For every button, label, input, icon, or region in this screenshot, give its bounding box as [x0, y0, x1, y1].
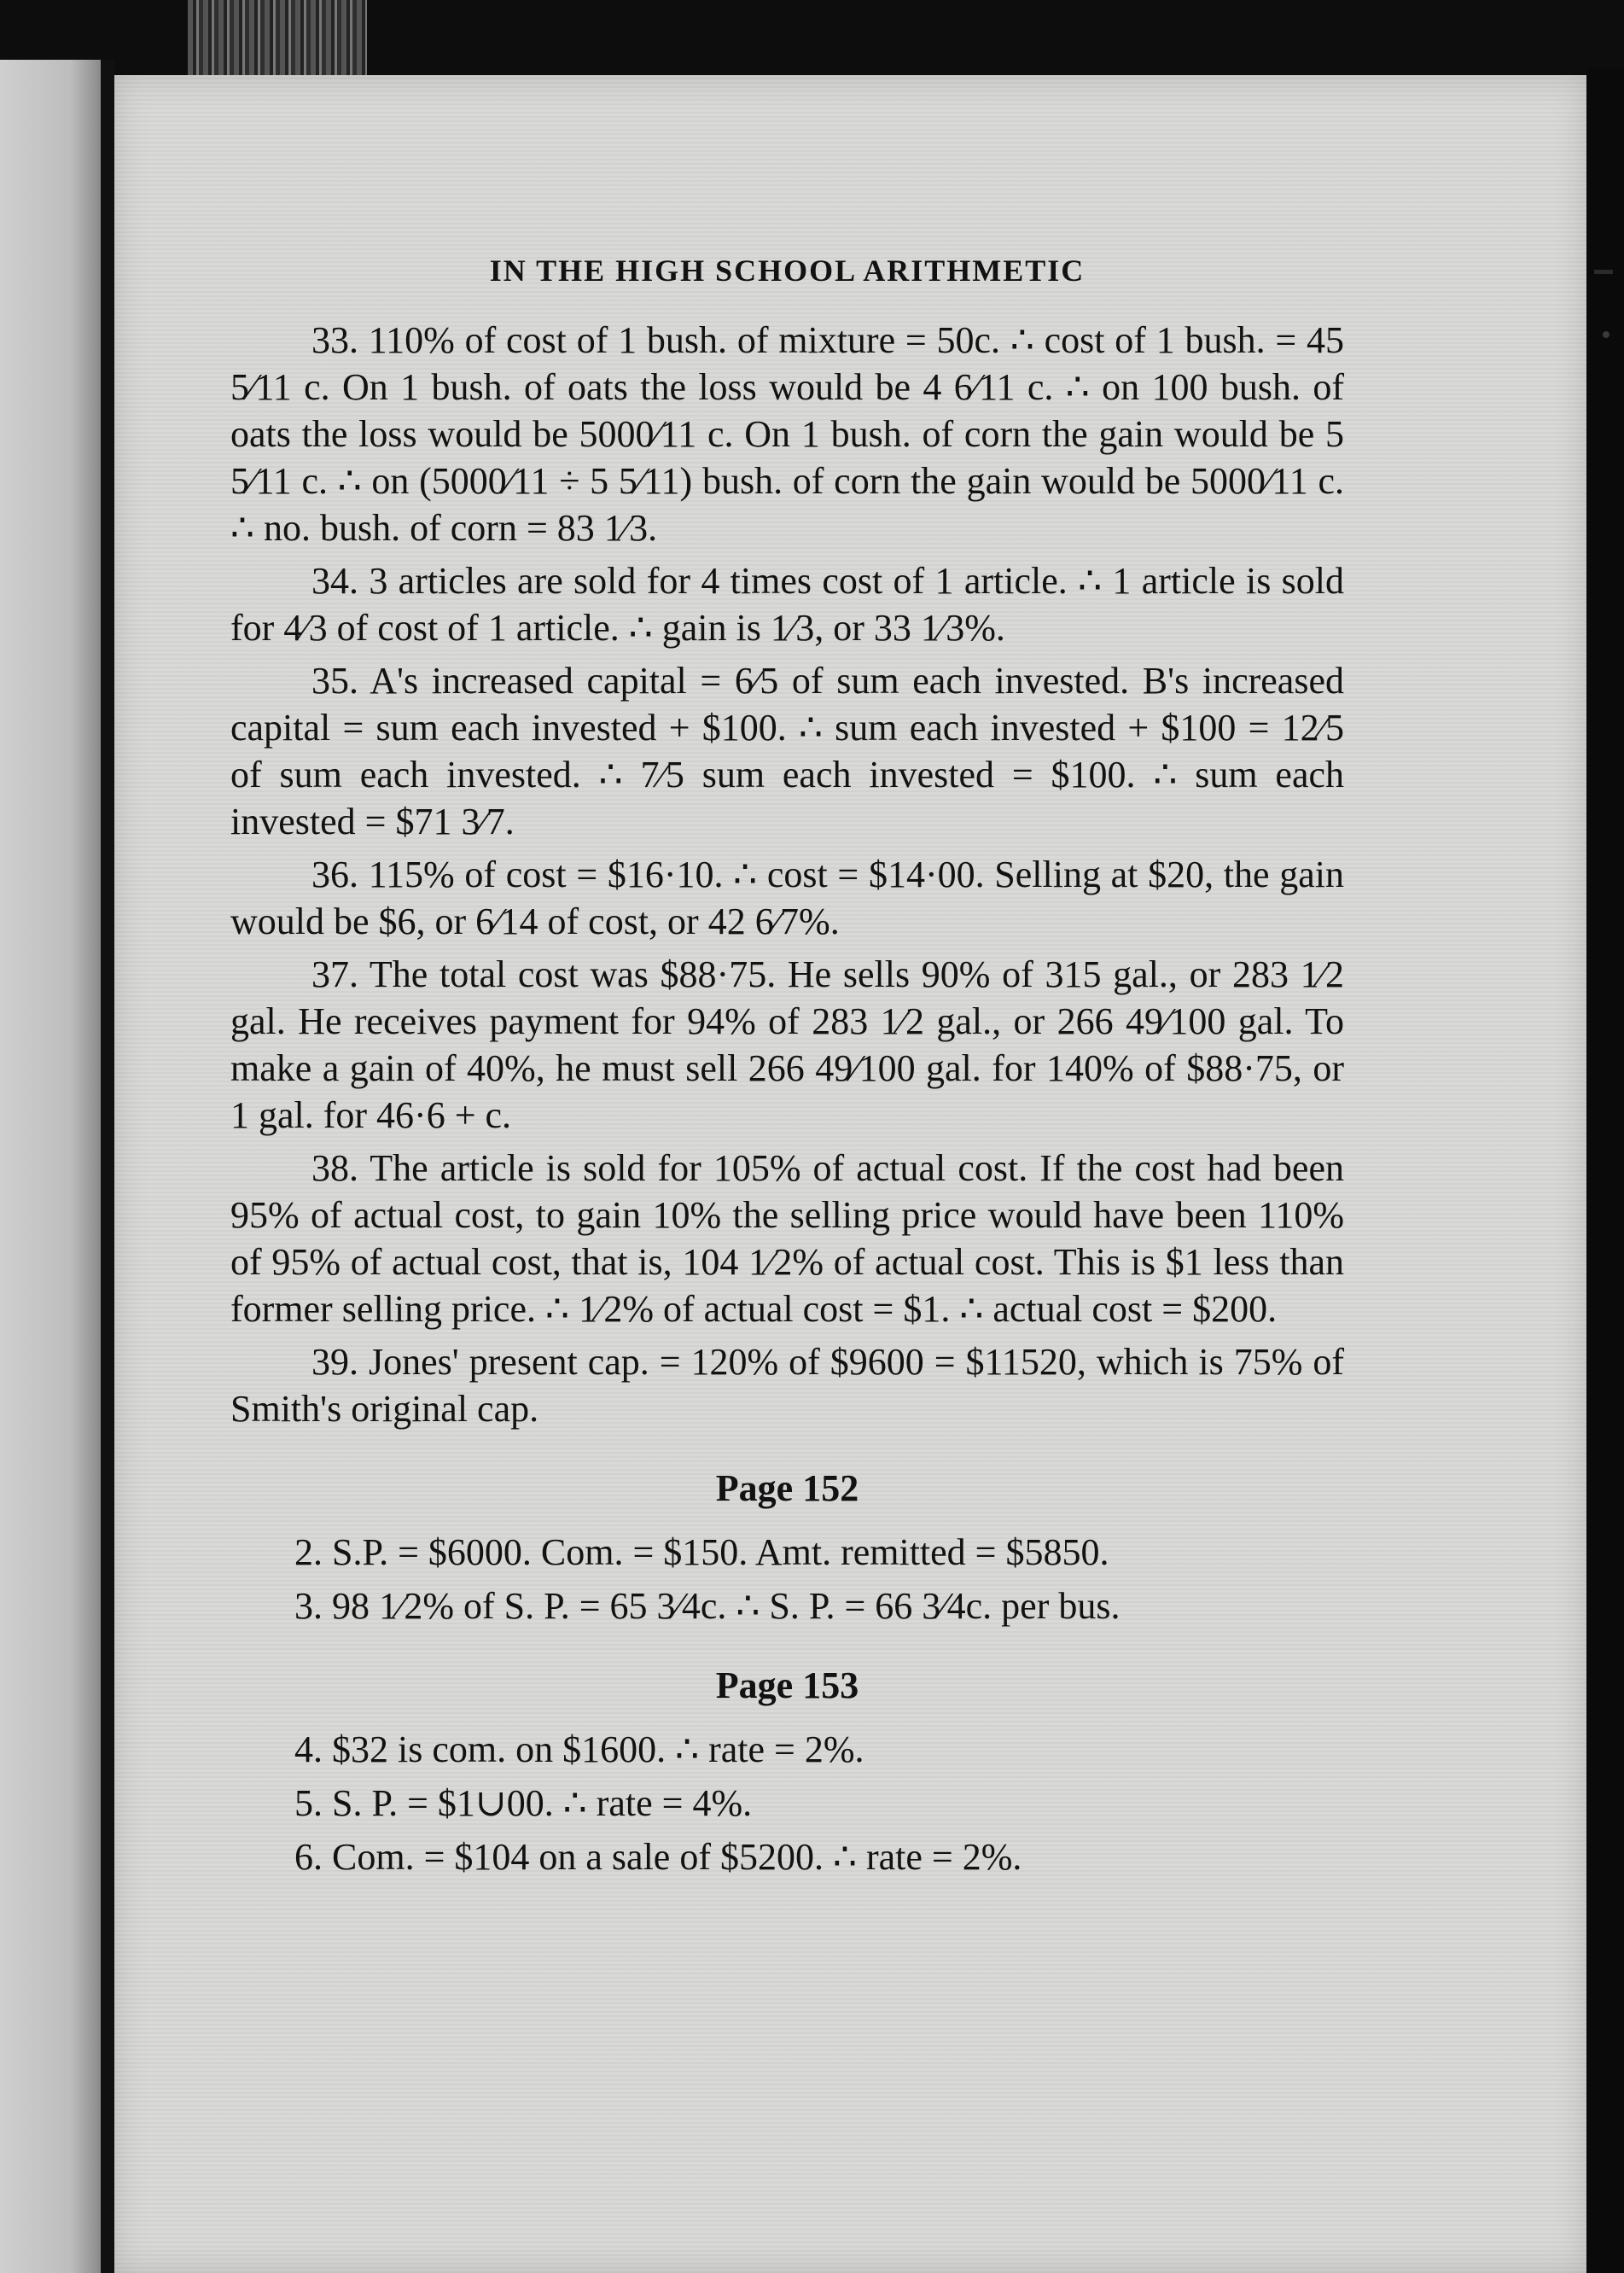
solution-39: 39. Jones' present cap. = 120% of $9600 = $11520, which is 75% of Smith's original cap.: [230, 1341, 1344, 1430]
solution-34: 34. 3 articles are sold for 4 times cost of 1 article. ∴ 1 article is sold for 4⁄3 of cost of 1 article. ∴ gain is 1⁄3, or 33 1⁄3%.: [230, 560, 1344, 649]
running-header: IN THE HIGH SCHOOL ARITHMETIC: [489, 254, 1086, 288]
edge-mark: [1594, 270, 1613, 274]
solution-33: 33. 110% of cost of 1 bush. of mixture = 50c. ∴ cost of 1 bush. = 45 5⁄11 c. On 1 bush. of oats the loss would be 4 6⁄11 c. ∴ on 100 bush. of oats the loss would be 5000⁄11 c. On 1 bush. of corn the gain would be 5 5⁄11 c. ∴ on (5000⁄11 ÷ 5 5⁄11) bush. of corn the gain would be 5000⁄11 c. ∴ no. bush. of corn = 83 1⁄3.: [230, 319, 1344, 549]
solution-38: 38. The article is sold for 105% of actual cost. If the cost had been 95% of actual cost, to gain 10% the selling price would have been 110% of 95% of actual cost, that is, 104 1⁄2% of actual cost. This is $1 less than former selling price. ∴ 1⁄2% of actual cost = $1. ∴ actual cost = $200.: [230, 1147, 1344, 1330]
scan-torn-edge: [188, 0, 367, 81]
section-heading-page-152: Page 152: [715, 1467, 859, 1509]
answer-line: 2. S.P. = $6000. Com. = $150. Amt. remitted = $5850.: [294, 1531, 1109, 1573]
edge-mark: [1603, 331, 1609, 338]
solution-35: 35. A's increased capital = 6⁄5 of sum each invested. B's increased capital = sum each invested + $100. ∴ sum each invested + $100 = 12⁄5 of sum each invested. ∴ 7⁄5 sum each invested = $100. ∴ sum each invested = $71 3⁄7.: [230, 660, 1344, 842]
scan-dark-right-border: [1586, 68, 1624, 2273]
answer-line: 6. Com. = $104 on a sale of $5200. ∴ rate = 2%.: [294, 1836, 1022, 1878]
page-text: [230, 248, 1344, 1887]
book-gutter: [101, 60, 114, 2273]
facing-page-edge: [0, 60, 101, 2273]
solution-36: 36. 115% of cost = $16·10. ∴ cost = $14·00. Selling at $20, the gain would be $6, or 6⁄14 of cost, or 42 6⁄7%.: [230, 854, 1344, 942]
solution-37: 37. The total cost was $88·75. He sells 90% of 315 gal., or 283 1⁄2 gal. He receives payment for 94% of 283 1⁄2 gal., or 266 49⁄100 gal. To make a gain of 40%, he must sell 266 49⁄100 gal. for 140% of $88·75, or 1 gal. for 46·6 + c.: [230, 953, 1344, 1136]
answer-line: 5. S. P. = $1∪00. ∴ rate = 4%.: [294, 1782, 753, 1824]
section-heading-page-153: Page 153: [715, 1664, 859, 1706]
answer-line: 3. 98 1⁄2% of S. P. = 65 3⁄4c. ∴ S. P. = 66 3⁄4c. per bus.: [294, 1585, 1121, 1627]
answer-line: 4. $32 is com. on $1600. ∴ rate = 2%.: [294, 1728, 864, 1770]
